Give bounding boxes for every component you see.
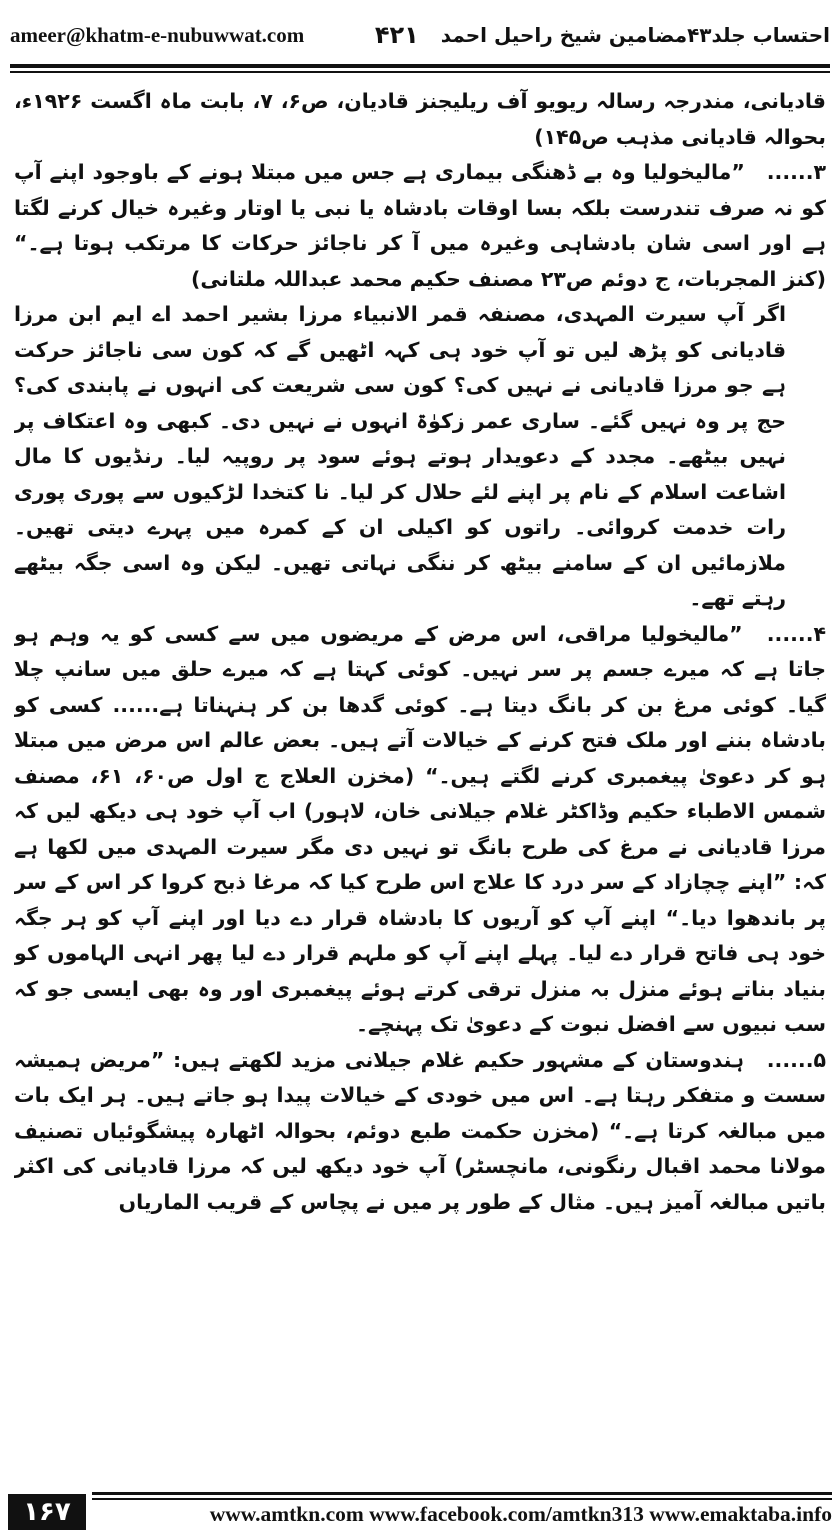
header-page-number: ۴۲۱ [374, 21, 419, 49]
paragraph-item-5 [14, 1043, 826, 1221]
paragraph-citation [14, 84, 826, 155]
header-title-group [375, 21, 830, 49]
paragraph-text: اگر آپ سیرت المہدی، مصنفہ قمر الانبیاء مرزا بشیر احمد اے ایم ابن مرزا قادیانی کو پڑھ لیں تو آپ خود ہی کہہ اٹھیں گے کہ کون سی ناجائز حرکت ہے جو مرزا قادیانی نے نہیں کی؟ کون سی شریعت کی انہوں نے پابندی کی؟ حج پر وہ نہیں گئے۔ ساری عمر زکوٰۃ انہوں نے نہیں دی۔ کبھی وہ اعتکاف پر نہیں بیٹھے۔ مجدد کے دعویدار ہوتے ہوئے سود پر روپیہ لیا۔ رنڈیوں کا مال اشاعت اسلام کے نام پر اپنے لئے حلال کر لیا۔ نا کتخدا لڑکیوں سے پوری پوری رات خدمت کروائی۔ راتوں کو اکیلی ان کے کمرہ میں پہرے دیتی تھیں۔ ملازمائیں ان کے سامنے بیٹھ کر ننگی نہاتی تھیں۔ لیکن وہ اسی جگہ بیٹھے رہتے تھے۔ [14, 302, 786, 610]
header-rule-thin [10, 71, 830, 73]
paragraph-number: ۳...... [766, 160, 826, 184]
header-title: احتساب جلد۴۳مضامین شیخ راحیل احمد [440, 23, 830, 47]
paragraph-number: ۵...... [766, 1047, 826, 1072]
paragraph-text: ”مالیخولیا مراقی، اس مرض کے مریضوں میں سے کسی کو یہ وہم ہو جاتا ہے کہ میرے جسم پر سر نہیں۔ کوئی کہتا ہے کہ میرے حلق میں سانپ چلا گیا۔ کوئی مرغ بن کر بانگ دیتا ہے۔ کوئی گدھا بن کر ہنہناتا ہے...... کسی کو بادشاہ بننے اور ملک فتح کرنے کے خیالات آتے ہیں۔ بعض عالم اس مرض میں مبتلا ہو کر دعویٰ پیغمبری کرنے لگتے ہیں۔“ (مخزن العلاج ج اول ص۶۰، ۶۱، مصنف شمس الاطباء حکیم وڈاکٹر غلام جیلانی خان، لاہور) اب آپ خود ہی دیکھ لیں کہ مرزا قادیانی نے مرغ کی طرح بانگ تو نہیں دی مگر سیرت المہدی میں لکھا ہے کہ: ”اپنے چچازاد کے سر درد کا علاج اس طرح کیا کہ مرغا ذبح کروا کر اس کے سر پر باندھوا دیا۔“ اپنے آپ کو آریوں کا بادشاہ قرار دے دیا اور اپنے آپ کو ہر جگہ خود ہی فاتح قرار دے لیا۔ پہلے اپنے آپ کو ملہم قرار دے لیا پھر انہی الہاموں کو بنیاد بناتے ہوئے منزل بہ منزل ترقی کرتے ہوئے پیغمبری اور وہ بھی ایسی جو کہ سب نبیوں سے افضل نبوت کے دعویٰ تک پہنچے۔ [14, 621, 826, 1036]
paragraph-text: قادیانی، مندرجہ رسالہ ریویو آف ریلیجنز قادیان، ص۶، ۷، بابت ماہ اگست ۱۹۲۶ء، بحوالہ قادیانی مذہب ص۱۴۵) [14, 89, 826, 149]
paragraph-item-4 [14, 617, 826, 1043]
paragraph-commentary [14, 297, 826, 617]
footer-links[interactable]: www.amtkn.com www.facebook.com/amtkn313 www.emaktaba.info [209, 1502, 832, 1526]
footer-rule [92, 1492, 832, 1495]
header-email[interactable]: ameer@khatm-e-nubuwwat.com [10, 22, 305, 47]
footer-links-area [92, 1492, 832, 1532]
document-body [14, 84, 826, 1480]
paragraph-item-3 [14, 155, 826, 297]
paragraph-number: ۴...... [766, 621, 826, 646]
footer-rule-thin [92, 1498, 832, 1500]
paragraph-text: ہندوستان کے مشہور حکیم غلام جیلانی مزید لکھتے ہیں: ”مریض ہمیشہ سست و متفکر رہتا ہے۔ اس میں خودی کے خیالات پیدا ہو جاتے ہیں۔ ہر ایک بات میں مبالغہ کرتا ہے۔“ (مخزن حکمت طبع دوئم، بحوالہ اٹھارہ پیشگوئیاں تصنیف مولانا محمد اقبال رنگونی، مانچسٹر) آپ خود دیکھ لیں کہ مرزا قادیانی کی اکثر باتیں مبالغہ آمیز ہیں۔ مثال کے طور پر میں نے پچاس کے قریب المارياں [14, 1047, 826, 1214]
header-rule [10, 64, 830, 68]
footer-page-number: ۱۶۷ [8, 1494, 86, 1530]
page-footer [8, 1492, 832, 1532]
paragraph-text: ”مالیخولیا وہ بے ڈھنگی بیماری ہے جس میں مبتلا ہونے کے باوجود اپنے آپ کو نہ صرف تندرست بلکہ بسا اوقات بادشاہ یا نبی یا اوتار وغیرہ خیال کرنے لگتا ہے اور اسی شان بادشاہی وغیرہ میں آ کر ناجائز حرکات کا مرتکب ہوتا ہے۔“ (کنز المجربات، ج دوئم ص۲۳ مصنف حکیم محمد عبداللہ ملتانی) [14, 160, 826, 291]
page-header [10, 12, 830, 58]
